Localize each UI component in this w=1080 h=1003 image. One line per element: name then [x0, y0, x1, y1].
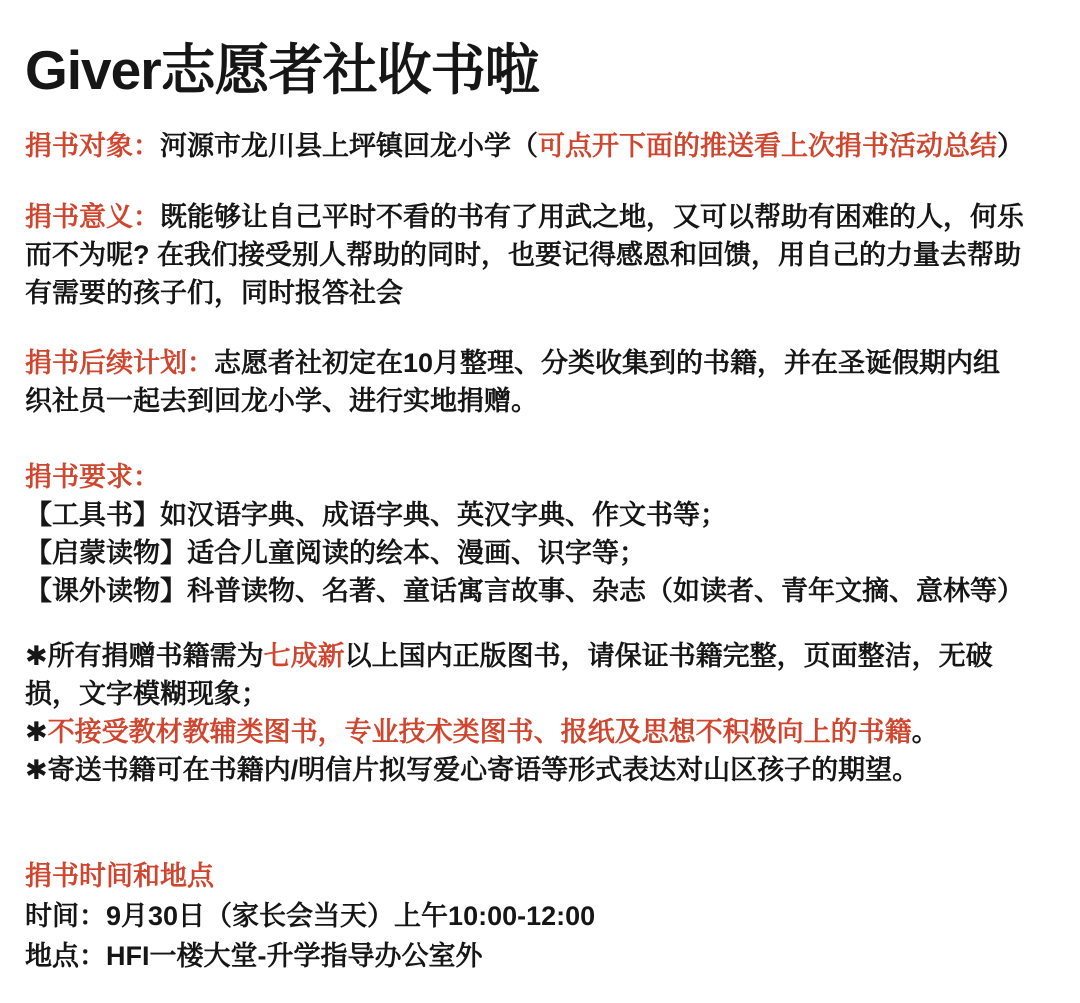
section-donation-notes: ✱所有捐赠书籍需为七成新以上国内正版图书，请保证书籍完整，页面整洁，无破 损，文字模糊现象； ✱不接受教材教辅类图书，专业技术类图书、报纸及思想不积极向上的书籍。 ✱寄送书籍可在书籍内/明信片拟写爱心寄语等形式表达对山区孩子的期望。	[25, 641, 993, 785]
section-followup-plan: 捐书后续计划：志愿者社初定在10月整理、分类收集到的书籍，并在圣诞假期内组 织社员一起去到回龙小学、进行实地捐赠。	[25, 348, 1001, 416]
section-donation-target: 捐书对象：河源市龙川县上坪镇回龙小学（可点开下面的推送看上次捐书活动总结）	[25, 131, 1024, 161]
section-donation-requirements: 捐书要求： 【工具书】如汉语字典、成语字典、英汉字典、作文书等； 【启蒙读物】适合儿童阅读的绘本、漫画、识字等； 【课外读物】科普读物、名著、童话寓言故事、杂志（如读者、青年文摘、意林等）	[25, 462, 1024, 606]
section-time-and-place: 捐书时间和地点 时间：9月30日（家长会当天）上午10:00-12:00 地点：HFI一楼大堂-升学指导办公室外	[25, 861, 596, 971]
section-donation-meaning: 捐书意义：既能够让自己平时不看的书有了用武之地，又可以帮助有困难的人，何乐 而不为呢? 在我们接受别人帮助的同时，也要记得感恩和回馈，用自己的力量去帮助 有需要的孩子们，同时报答社会	[25, 202, 1024, 308]
page-title: Giver志愿者社收书啦	[25, 39, 539, 101]
